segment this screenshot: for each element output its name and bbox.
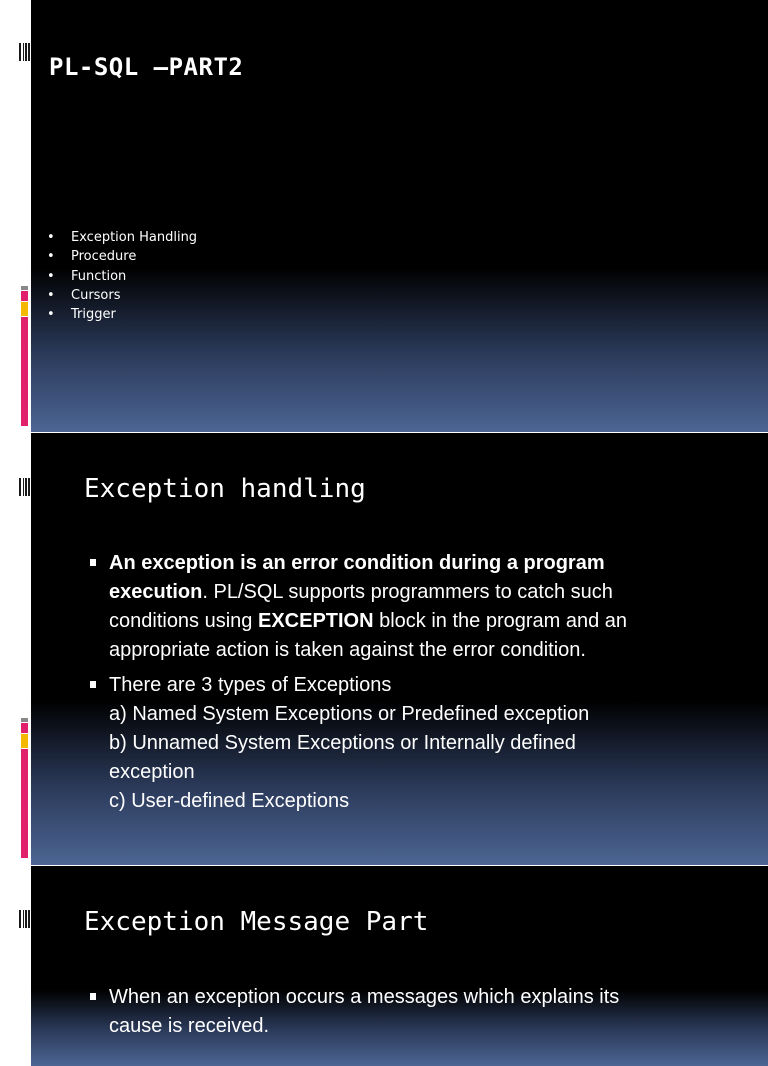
list-item: • Trigger — [47, 305, 197, 324]
slide-2 — [31, 433, 768, 865]
list-item: • Exception Handling — [47, 228, 197, 247]
list-item: When an exception occurs a messages which explains its cause is received. — [88, 983, 728, 1041]
list-item: • Function — [47, 267, 197, 286]
square-bullet-icon — [90, 681, 96, 688]
square-bullet-icon — [90, 993, 96, 1000]
bullet-icon: • — [47, 307, 55, 323]
barcode-icon — [19, 910, 30, 928]
accent-strip — [21, 286, 28, 426]
slide-title: Exception handling — [84, 474, 366, 504]
slide-title: PL-SQL –PART2 — [49, 53, 244, 81]
slide-3 — [31, 866, 768, 1066]
square-bullet-icon — [90, 559, 96, 566]
bullet-icon: • — [47, 268, 55, 284]
bullet-icon: • — [47, 230, 55, 245]
bullet-list — [88, 983, 728, 1047]
barcode-icon — [19, 43, 30, 61]
list-item: • Procedure — [47, 247, 197, 266]
list-item: An exception is an error condition during a program execution. PL/SQL supports programmers to catch such conditions using EXCEPTION block in the program and an appropriate action is taken against the error condition. — [88, 549, 728, 665]
list-item: • Cursors — [47, 286, 197, 305]
topic-list — [47, 228, 197, 324]
bullet-list — [88, 549, 728, 822]
accent-strip — [21, 718, 28, 858]
barcode-icon — [19, 478, 30, 496]
bullet-icon: • — [47, 249, 55, 265]
slide-1 — [31, 0, 768, 432]
list-item: There are 3 types of Exceptions a) Named System Exceptions or Predefined exception b) Unnamed System Exceptions or Internally defined exception c) User-defined Exceptions — [88, 671, 728, 816]
slide-title: Exception Message Part — [84, 907, 429, 937]
bullet-icon: • — [47, 287, 55, 303]
